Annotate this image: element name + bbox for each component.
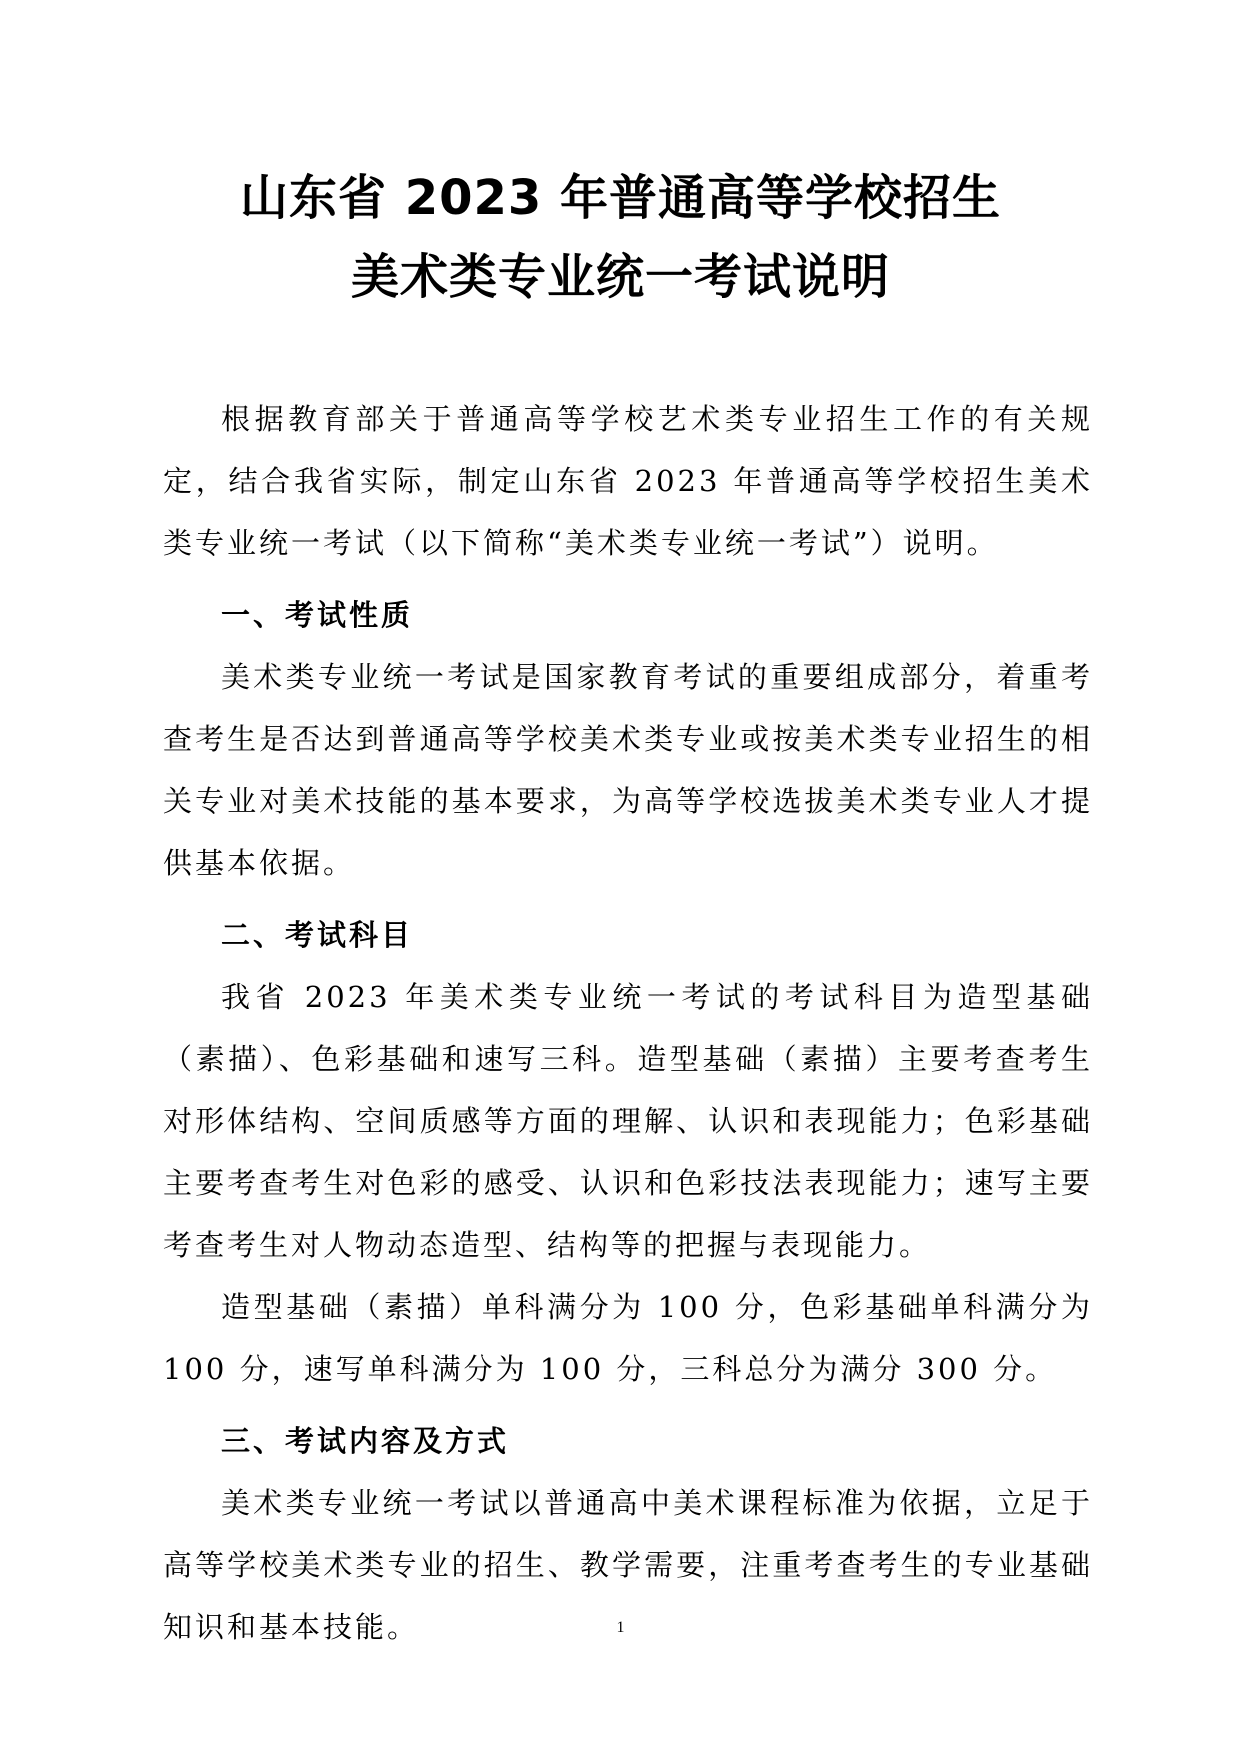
- document-title-line-1: 山东省 2023 年普通高等学校招生: [239, 170, 1002, 226]
- section-paragraph-scores: 造型基础（素描）单科满分为 100 分，色彩基础单科满分为 100 分，速写单科满分为 100 分，三科总分为满分 300 分。: [163, 1290, 1093, 1386]
- section-heading-nature: 一、考试性质: [221, 598, 414, 632]
- section-heading-content: 三、考试内容及方式: [221, 1424, 510, 1458]
- document-title-line-2: 美术类专业统一考试说明: [350, 249, 890, 305]
- section-heading-subjects: 二、考试科目: [221, 918, 414, 952]
- page-number: 1: [616, 1619, 625, 1636]
- intro-paragraph: 根据教育部关于普通高等学校艺术类专业招生工作的有关规定，结合我省实际，制定山东省 2023 年普通高等学校招生美术类专业统一考试（以下简称“美术类专业统一考试”）说明。: [163, 402, 1093, 560]
- section-paragraph-nature: 美术类专业统一考试是国家教育考试的重要组成部分，着重考查考生是否达到普通高等学校美术类专业或按美术类专业招生的相关专业对美术技能的基本要求，为高等学校选拔美术类专业人才提供基本依据。: [163, 660, 1093, 880]
- section-paragraph-subjects: 我省 2023 年美术类专业统一考试的考试科目为造型基础（素描）、色彩基础和速写三科。造型基础（素描）主要考查考生对形体结构、空间质感等方面的理解、认识和表现能力；色彩基础主要考查考生对色彩的感受、认识和色彩技法表现能力；速写主要考查考生对人物动态造型、结构等的把握与表现能力。: [163, 980, 1093, 1262]
- section-paragraph-content: 美术类专业统一考试以普通高中美术课程标准为依据，立足于高等学校美术类专业的招生、教学需要，注重考查考生的专业基础知识和基本技能。: [163, 1486, 1093, 1644]
- document-body: [163, 388, 1093, 1658]
